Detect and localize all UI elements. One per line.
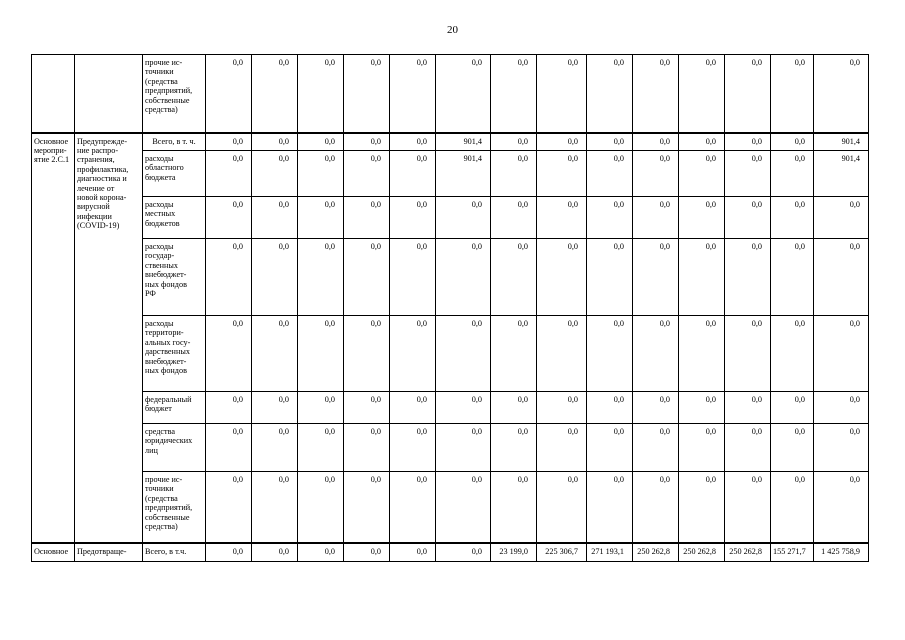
funding-source-cell: средства юридических лиц bbox=[143, 424, 206, 472]
value-cell: 0,0 bbox=[814, 392, 869, 424]
value-cell: 0,0 bbox=[252, 55, 298, 133]
value-cell: 0,0 bbox=[436, 55, 491, 133]
value-cell: 0,0 bbox=[587, 472, 633, 543]
value-cell: 0,0 bbox=[679, 55, 725, 133]
value-cell: 0,0 bbox=[344, 197, 390, 239]
value-cell: 0,0 bbox=[252, 316, 298, 392]
value-cell: 0,0 bbox=[587, 151, 633, 197]
table-row bbox=[32, 316, 869, 392]
value-cell: 0,0 bbox=[436, 392, 491, 424]
value-cell: 0,0 bbox=[814, 424, 869, 472]
value-cell: 0,0 bbox=[298, 392, 344, 424]
value-cell: 155 271,7 bbox=[771, 543, 814, 562]
value-cell: 0,0 bbox=[537, 133, 587, 151]
value-cell: 0,0 bbox=[491, 392, 537, 424]
value-cell: 0,0 bbox=[344, 392, 390, 424]
value-cell: 0,0 bbox=[537, 55, 587, 133]
value-cell: 0,0 bbox=[298, 316, 344, 392]
value-cell: 250 262,8 bbox=[725, 543, 771, 562]
value-cell: 901,4 bbox=[814, 151, 869, 197]
value-cell: 1 425 758,9 bbox=[814, 543, 869, 562]
value-cell: 0,0 bbox=[587, 133, 633, 151]
value-cell: 0,0 bbox=[633, 316, 679, 392]
value-cell: 0,0 bbox=[587, 239, 633, 316]
value-cell: 0,0 bbox=[491, 239, 537, 316]
value-cell: 901,4 bbox=[436, 133, 491, 151]
value-cell: 0,0 bbox=[725, 239, 771, 316]
value-cell: 0,0 bbox=[537, 197, 587, 239]
funding-source-cell: расходы областного бюджета bbox=[143, 151, 206, 197]
value-cell: 0,0 bbox=[252, 424, 298, 472]
activity-type-cell: Основное bbox=[32, 543, 75, 562]
value-cell: 0,0 bbox=[771, 424, 814, 472]
value-cell: 0,0 bbox=[633, 239, 679, 316]
value-cell: 0,0 bbox=[814, 239, 869, 316]
value-cell: 0,0 bbox=[298, 424, 344, 472]
value-cell: 0,0 bbox=[344, 151, 390, 197]
value-cell: 0,0 bbox=[725, 133, 771, 151]
value-cell: 0,0 bbox=[390, 392, 436, 424]
funding-source-cell: прочие ис- точники (средства предприятий, собственные средства) bbox=[143, 472, 206, 543]
value-cell: 0,0 bbox=[344, 424, 390, 472]
value-cell: 0,0 bbox=[206, 55, 252, 133]
value-cell: 0,0 bbox=[252, 472, 298, 543]
value-cell: 0,0 bbox=[390, 55, 436, 133]
table-row bbox=[32, 392, 869, 424]
value-cell: 0,0 bbox=[679, 316, 725, 392]
value-cell: 0,0 bbox=[252, 197, 298, 239]
value-cell: 0,0 bbox=[390, 133, 436, 151]
value-cell: 0,0 bbox=[771, 239, 814, 316]
table-row bbox=[32, 472, 869, 543]
value-cell: 0,0 bbox=[587, 197, 633, 239]
value-cell: 0,0 bbox=[633, 472, 679, 543]
value-cell: 0,0 bbox=[390, 151, 436, 197]
value-cell: 0,0 bbox=[771, 392, 814, 424]
value-cell: 0,0 bbox=[206, 133, 252, 151]
value-cell: 0,0 bbox=[814, 472, 869, 543]
activity-type-cell: Основное меропри- ятие 2.С.1 bbox=[32, 133, 75, 543]
value-cell: 0,0 bbox=[679, 239, 725, 316]
value-cell: 0,0 bbox=[771, 197, 814, 239]
value-cell: 0,0 bbox=[491, 472, 537, 543]
value-cell: 0,0 bbox=[298, 472, 344, 543]
value-cell: 0,0 bbox=[679, 133, 725, 151]
value-cell: 0,0 bbox=[771, 151, 814, 197]
funding-source-cell: Всего, в т. ч. bbox=[143, 133, 206, 151]
value-cell: 0,0 bbox=[587, 55, 633, 133]
funding-source-cell: расходы государ- ственных внебюджет- ных фондов РФ bbox=[143, 239, 206, 316]
value-cell: 0,0 bbox=[252, 133, 298, 151]
funding-source-cell: расходы территори- альных госу- дарственных внебюджет- ных фондов bbox=[143, 316, 206, 392]
value-cell: 0,0 bbox=[587, 316, 633, 392]
budget-table bbox=[31, 54, 869, 562]
value-cell: 0,0 bbox=[298, 151, 344, 197]
value-cell: 225 306,7 bbox=[537, 543, 587, 562]
value-cell: 0,0 bbox=[679, 151, 725, 197]
value-cell: 23 199,0 bbox=[491, 543, 537, 562]
value-cell: 0,0 bbox=[814, 316, 869, 392]
value-cell: 0,0 bbox=[298, 197, 344, 239]
value-cell: 0,0 bbox=[814, 55, 869, 133]
page-number: 20 bbox=[447, 24, 458, 36]
value-cell: 0,0 bbox=[436, 316, 491, 392]
value-cell: 0,0 bbox=[633, 424, 679, 472]
value-cell: 0,0 bbox=[390, 424, 436, 472]
value-cell: 0,0 bbox=[491, 55, 537, 133]
value-cell: 0,0 bbox=[725, 472, 771, 543]
value-cell: 0,0 bbox=[725, 424, 771, 472]
value-cell: 0,0 bbox=[344, 133, 390, 151]
value-cell: 271 193,1 bbox=[587, 543, 633, 562]
value-cell: 0,0 bbox=[206, 239, 252, 316]
value-cell: 0,0 bbox=[587, 424, 633, 472]
value-cell: 0,0 bbox=[298, 543, 344, 562]
value-cell: 0,0 bbox=[679, 392, 725, 424]
value-cell: 0,0 bbox=[491, 197, 537, 239]
value-cell: 0,0 bbox=[436, 424, 491, 472]
value-cell: 0,0 bbox=[436, 472, 491, 543]
empty-cell bbox=[75, 55, 143, 133]
value-cell: 901,4 bbox=[814, 133, 869, 151]
table-row bbox=[32, 424, 869, 472]
value-cell: 0,0 bbox=[390, 472, 436, 543]
value-cell: 0,0 bbox=[390, 197, 436, 239]
value-cell: 0,0 bbox=[436, 197, 491, 239]
value-cell: 0,0 bbox=[633, 55, 679, 133]
value-cell: 0,0 bbox=[679, 472, 725, 543]
value-cell: 0,0 bbox=[252, 543, 298, 562]
value-cell: 0,0 bbox=[206, 424, 252, 472]
value-cell: 0,0 bbox=[633, 133, 679, 151]
value-cell: 0,0 bbox=[252, 392, 298, 424]
empty-cell bbox=[32, 55, 75, 133]
value-cell: 0,0 bbox=[252, 151, 298, 197]
value-cell: 0,0 bbox=[206, 197, 252, 239]
table-row bbox=[32, 543, 869, 562]
value-cell: 0,0 bbox=[436, 543, 491, 562]
value-cell: 0,0 bbox=[491, 316, 537, 392]
activity-description-cell: Предотвраще- bbox=[75, 543, 143, 562]
value-cell: 250 262,8 bbox=[679, 543, 725, 562]
value-cell: 0,0 bbox=[725, 151, 771, 197]
value-cell: 0,0 bbox=[206, 472, 252, 543]
value-cell: 0,0 bbox=[491, 133, 537, 151]
value-cell: 0,0 bbox=[206, 316, 252, 392]
value-cell: 0,0 bbox=[771, 55, 814, 133]
table-row bbox=[32, 133, 869, 151]
value-cell: 0,0 bbox=[436, 239, 491, 316]
value-cell: 0,0 bbox=[390, 316, 436, 392]
value-cell: 0,0 bbox=[633, 151, 679, 197]
value-cell: 0,0 bbox=[344, 55, 390, 133]
value-cell: 0,0 bbox=[725, 55, 771, 133]
value-cell: 0,0 bbox=[633, 392, 679, 424]
value-cell: 0,0 bbox=[344, 543, 390, 562]
value-cell: 250 262,8 bbox=[633, 543, 679, 562]
table-row bbox=[32, 55, 869, 133]
value-cell: 0,0 bbox=[206, 392, 252, 424]
value-cell: 0,0 bbox=[679, 424, 725, 472]
activity-description-cell: Предупрежде- ние распро- странения, профилактика, диагностика и лечение от новой корона- вирусной инфекции (COVID-19) bbox=[75, 133, 143, 543]
value-cell: 0,0 bbox=[344, 239, 390, 316]
value-cell: 0,0 bbox=[633, 197, 679, 239]
value-cell: 0,0 bbox=[537, 239, 587, 316]
value-cell: 0,0 bbox=[206, 543, 252, 562]
table-row bbox=[32, 151, 869, 197]
funding-source-cell: Всего, в т.ч. bbox=[143, 543, 206, 562]
value-cell: 0,0 bbox=[771, 472, 814, 543]
value-cell: 0,0 bbox=[491, 424, 537, 472]
value-cell: 0,0 bbox=[344, 472, 390, 543]
value-cell: 0,0 bbox=[390, 543, 436, 562]
table-row bbox=[32, 197, 869, 239]
value-cell: 0,0 bbox=[252, 239, 298, 316]
value-cell: 0,0 bbox=[725, 392, 771, 424]
funding-source-cell: прочие ис- точники (средства предприятий, собственные средства) bbox=[143, 55, 206, 133]
value-cell: 0,0 bbox=[814, 197, 869, 239]
value-cell: 0,0 bbox=[537, 151, 587, 197]
value-cell: 0,0 bbox=[206, 151, 252, 197]
value-cell: 0,0 bbox=[390, 239, 436, 316]
value-cell: 0,0 bbox=[298, 133, 344, 151]
value-cell: 0,0 bbox=[491, 151, 537, 197]
value-cell: 901,4 bbox=[436, 151, 491, 197]
value-cell: 0,0 bbox=[298, 55, 344, 133]
value-cell: 0,0 bbox=[679, 197, 725, 239]
value-cell: 0,0 bbox=[344, 316, 390, 392]
funding-source-cell: расходы местных бюджетов bbox=[143, 197, 206, 239]
value-cell: 0,0 bbox=[537, 424, 587, 472]
value-cell: 0,0 bbox=[725, 197, 771, 239]
value-cell: 0,0 bbox=[771, 316, 814, 392]
table-row bbox=[32, 239, 869, 316]
value-cell: 0,0 bbox=[537, 316, 587, 392]
value-cell: 0,0 bbox=[537, 392, 587, 424]
value-cell: 0,0 bbox=[587, 392, 633, 424]
value-cell: 0,0 bbox=[537, 472, 587, 543]
value-cell: 0,0 bbox=[298, 239, 344, 316]
funding-source-cell: федеральный бюджет bbox=[143, 392, 206, 424]
value-cell: 0,0 bbox=[771, 133, 814, 151]
value-cell: 0,0 bbox=[725, 316, 771, 392]
